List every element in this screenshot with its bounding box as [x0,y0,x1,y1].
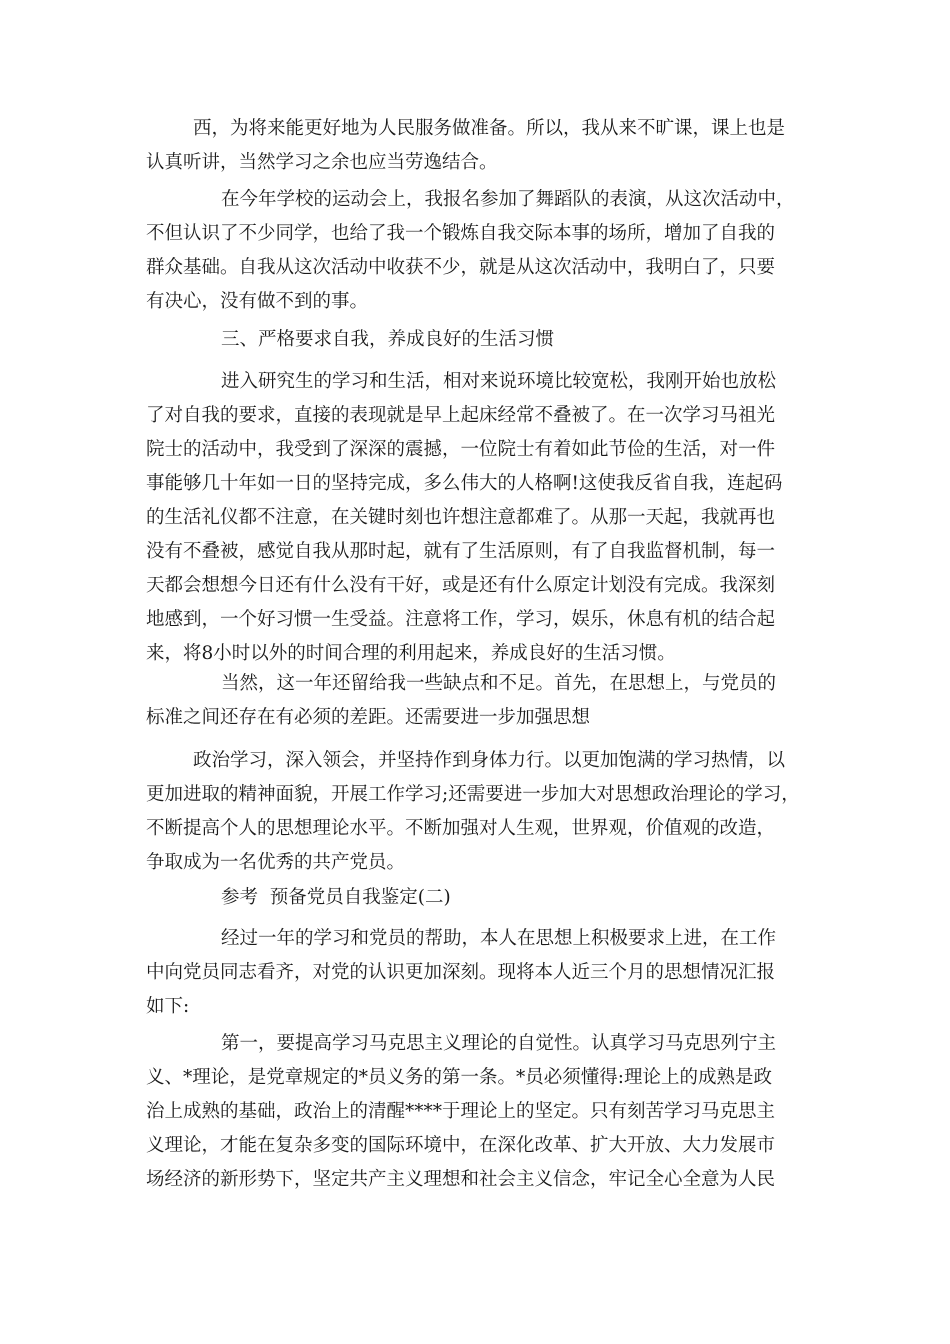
text-line: 争取成为一名优秀的共产党员。 [146,852,406,873]
text-line: 认真听讲，当然学习之余也应当劳逸结合。 [146,152,498,173]
text-line: 事能够几十年如一日的坚持完成，多么伟大的人格啊!这使我反省自我，连起码 [146,473,783,494]
paragraph [146,667,776,735]
text-line: 群众基础。自我从这次活动中收获不少，就是从这次活动中，我明白了，只要 [146,257,776,278]
text-line: 院士的活动中，我受到了深深的震撼，一位院士有着如此节俭的生活，对一件 [146,439,776,460]
text-line: 有决心，没有做不到的事。 [146,291,369,312]
text-line: 场经济的新形势下，坚定共产主义理想和社会主义信念，牢记全心全意为人民 [146,1169,776,1190]
heading-text: 三、严格要求自我，养成良好的生活习惯 [221,329,555,350]
text-line: 了对自我的要求，直接的表现就是早上起床经常不叠被了。在一次学习马祖光 [146,405,776,426]
text-line: 在今年学校的运动会上，我报名参加了舞蹈队的表演，从这次活动中， [221,189,795,210]
text-line: 政治学习，深入领会，并坚持作到身体力行。以更加饱满的学习热情，以 [193,750,786,771]
text-line: 不断提高个人的思想理论水平。不断加强对人生观，世界观，价值观的改造， [146,818,776,839]
text-line: 义理论，才能在复杂多变的国际环境中，在深化改革、扩大开放、大力发展市 [146,1135,776,1156]
text-line: 治上成熟的基础，政治上的清醒****于理论上的坚定。只有刻苦学习马克思主 [146,1101,776,1122]
text-line: 地感到，一个好习惯一生受益。注意将工作，学习，娱乐，休息有机的结合起 [146,609,776,630]
text-line: 天都会想想今日还有什么没有干好，或是还有什么原定计划没有完成。我深刻 [146,575,776,596]
text-line: 第一，要提高学习马克思主义理论的自觉性。认真学习马克思列宁主 [221,1033,777,1054]
text-line: 中向党员同志看齐，对党的认识更加深刻。现将本人近三个月的思想情况汇报 [146,962,776,983]
text-line: 标准之间还存在有必须的差距。还需要进一步加强思想 [146,707,591,728]
text-line: 当然，这一年还留给我一些缺点和不足。首先，在思想上，与党员的 [221,673,777,694]
heading-text: 参考 预备党员自我鉴定(二) [221,887,451,908]
text-line: 西，为将来能更好地为人民服务做准备。所以，我从来不旷课，课上也是 [193,118,786,139]
section-heading [146,323,554,357]
text-line: 更加进取的精神面貌，开展工作学习;还需要进一步加大对思想政治理论的学习， [146,784,800,805]
text-line: 没有不叠被，感觉自我从那时起，就有了生活原则，有了自我监督机制，每一 [146,541,776,562]
text-line: 不但认识了不少同学，也给了我一个锻炼自我交际本事的场所，增加了自我的 [146,223,776,244]
text-line: 经过一年的学习和党员的帮助，本人在思想上积极要求上进，在工作 [221,928,777,949]
paragraph [146,1027,776,1197]
text-line: 如下: [146,996,190,1017]
text-line: 的生活礼仪都不注意，在关键时刻也许想注意都难了。从那一天起，我就再也 [146,507,776,528]
section-heading [146,881,451,915]
paragraph [146,744,800,880]
paragraph [146,365,782,671]
text-line: 来，将8小时以外的时间合理的利用起来，养成良好的生活习惯。 [146,643,676,664]
paragraph [146,112,785,180]
paragraph [146,922,776,1024]
text-line: 进入研究生的学习和生活，相对来说环境比较宽松，我刚开始也放松 [221,371,777,392]
paragraph [146,183,795,319]
text-line: 义、*理论，是党章规定的*员义务的第一条。*员必须懂得:理论上的成熟是政 [146,1067,772,1088]
